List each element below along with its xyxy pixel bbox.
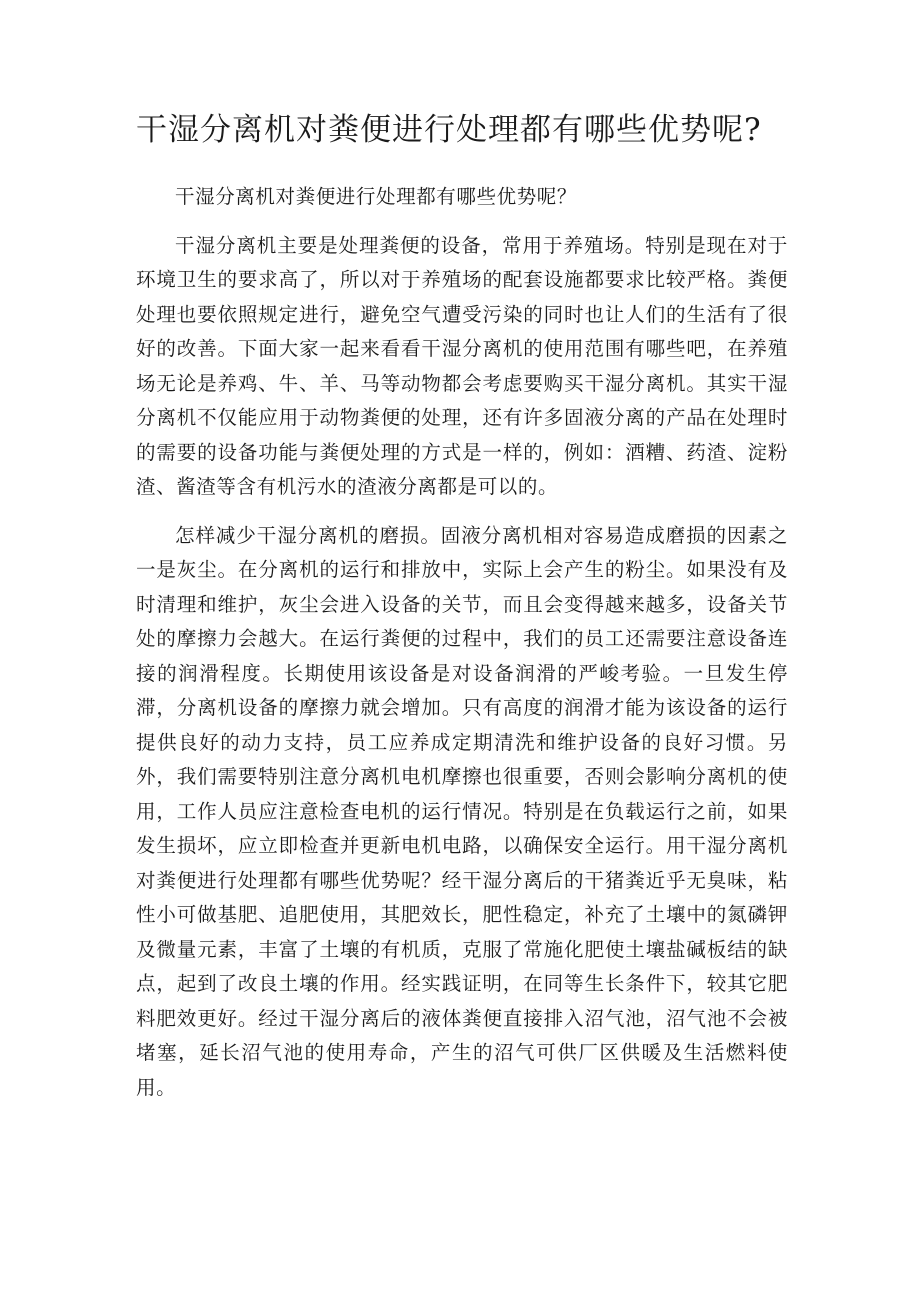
paragraph-wear-reduction-and-benefits: 怎样减少干湿分离机的磨损。固液分离机相对容易造成磨损的因素之一是灰尘。在分离机的运行和排放中，实际上会产生的粉尘。如果没有及时清理和维护，灰尘会进入设备的关节，而且会变得越来越多，设备关节处的摩擦力会越大。在运行粪便的过程中，我们的员工还需要注意设备连接的润滑程度。长期使用该设备是对设备润滑的严峻考验。一旦发生停滞，分离机设备的摩擦力就会增加。只有高度的润滑才能为该设备的运行提供良好的动力支持，员工应养成定期清洗和维护设备的良好习惯。另外，我们需要特别注意分离机电机摩擦也很重要，否则会影响分离机的使用，工作人员应注意检查电机的运行情况。特别是在负载运行之前，如果发生损坏，应立即检查并更新电机电路，以确保安全运行。用干湿分离机对粪便进行处理都有哪些优势呢？经干湿分离后的干猪粪近乎无臭味，粘性小可做基肥、追肥使用，其肥效长，肥性稳定，补充了土壤中的氮磷钾及微量元素，丰富了土壤的有机质，克服了常施化肥使土壤盐碱板结的缺点，起到了改良土壤的作用。经实践证明，在同等生长条件下，较其它肥料肥效更好。经过干湿分离后的液体粪便直接排入沼气池，沼气池不会被堵塞，延长沼气池的使用寿命，产生的沼气可供厂区供暖及生活燃料使用。	[136, 523, 788, 1099]
paragraph-intro-question: 干湿分离机对粪便进行处理都有哪些优势呢？	[175, 185, 578, 208]
paragraph-usage-scope: 干湿分离机主要是处理粪便的设备，常用于养殖场。特别是现在对于环境卫生的要求高了，所以对于养殖场的配套设施都要求比较严格。粪便处理也要依照规定进行，避免空气遭受污染的同时也让人们的生活有了很好的改善。下面大家一起来看看干湿分离机的使用范围有哪些吧，在养殖场无论是养鸡、牛、羊、马等动物都会考虑要购买干湿分离机。其实干湿分离机不仅能应用于动物粪便的处理，还有许多固液分离的产品在处理时的需要的设备功能与粪便处理的方式是一样的，例如：酒糟、药渣、淀粉渣、酱渣等含有机污水的渣液分离都是可以的。	[136, 233, 788, 498]
document-title: 干湿分离机对粪便进行处理都有哪些优势呢?	[136, 112, 762, 148]
document-body	[136, 180, 788, 1105]
